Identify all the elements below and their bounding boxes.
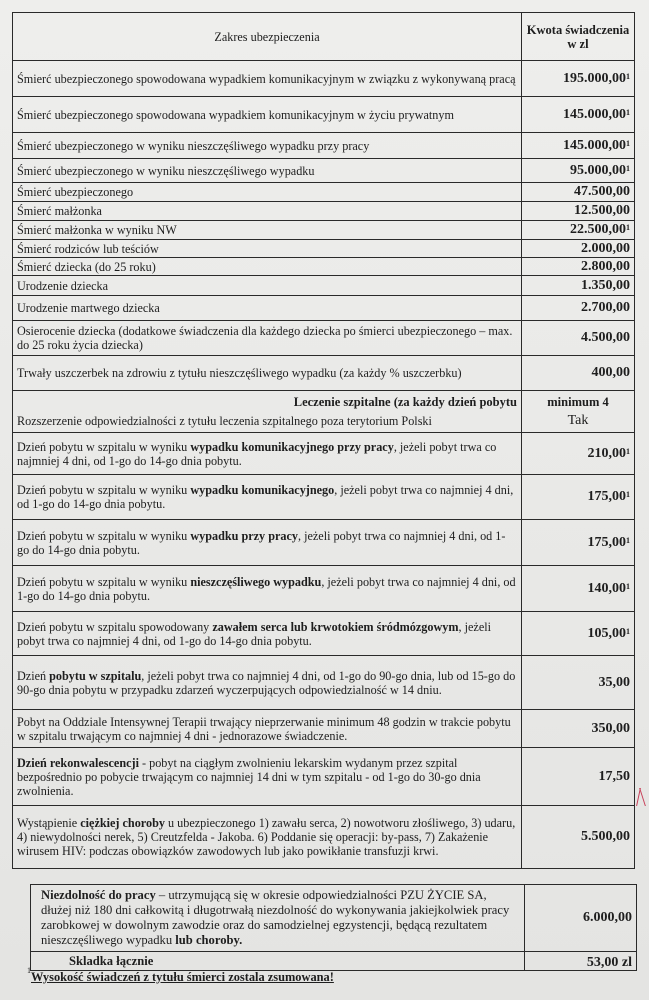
total-amount: 53,00 zl [525, 952, 637, 971]
row-amount: 22.500,00$^1$ [522, 221, 635, 240]
row-amount: 17,50 [522, 748, 635, 806]
coverage-table [12, 12, 635, 869]
row-amount: 2.800,00 [522, 258, 635, 276]
table-row [13, 159, 635, 183]
row-amount: 4.500,00 [522, 321, 635, 356]
table-row [13, 221, 635, 240]
coverage-title: Zakres ubezpieczenia [13, 13, 522, 61]
table-row [13, 202, 635, 221]
row-description: Urodzenie martwego dziecka [13, 296, 522, 321]
row-amount: 195.000,00$^1$ [522, 61, 635, 97]
row-description: Dzień pobytu w szpitalu w wyniku wypadku komunikacyjnego przy pracy, jeżeli pobyt trwa co najmniej 4 dni, od 1-go do 14-go dnia pobytu. [13, 433, 522, 475]
row-description: Śmierć ubezpieczonego w wyniku nieszczęśliwego wypadku [13, 159, 522, 183]
table-row [13, 520, 635, 566]
hospital-minimum: minimum 4 [547, 395, 609, 409]
table-row [13, 566, 635, 612]
abroad-extension-label: Rozszerzenie odpowiedzialności z tytułu leczenia szpitalnego poza terytorium Polski [17, 414, 432, 428]
row-amount: 105,00$^1$ [522, 612, 635, 656]
table-row [13, 748, 635, 806]
row-amount: 1.350,00 [522, 276, 635, 296]
table-row [13, 97, 635, 133]
row-description: Dzień pobytu w szpitalu w wyniku wypadku przy pracy, jeżeli pobyt trwa co najmniej 4 dni, od 1-go do 14-go dnia pobytu. [13, 520, 522, 566]
table-row [13, 356, 635, 391]
table-row [13, 133, 635, 159]
table-row [13, 710, 635, 748]
row-amount: 210,00$^1$ [522, 433, 635, 475]
row-description: Śmierć ubezpieczonego [13, 183, 522, 202]
row-amount: 175,00$^1$ [522, 520, 635, 566]
table-row [13, 806, 635, 869]
footnote-text: Wysokość świadczeń z tytułu śmierci zostala zsumowana! [31, 970, 334, 984]
incapacity-amount: 6.000,00 [525, 885, 637, 952]
row-description: Dzień pobytu w szpitalu w wyniku nieszczęśliwego wypadku, jeżeli pobyt trwa co najmniej 4 dni, od 1-go do 14-go dnia pobytu. [13, 566, 522, 612]
row-description: Osierocenie dziecka (dodatkowe świadczenia dla każdego dziecka po śmierci ubezpieczonego – max. do 25 roku życia dziecka) [13, 321, 522, 356]
row-description: Śmierć ubezpieczonego spowodowana wypadkiem komunikacyjnym w związku z wykonywaną pracą [13, 61, 522, 97]
row-amount: 2.000,00 [522, 240, 635, 258]
row-amount: 47.500,00 [522, 183, 635, 202]
table-row [13, 183, 635, 202]
table-header-row [13, 13, 635, 61]
row-description: Wystąpienie ciężkiej choroby u ubezpieczonego 1) zawału serca, 2) nowotworu złośliwego, 3) udaru, 4) niewydolności nerek, 5) Creutzfelda - Jakoba. 6) Poddanie się operacji: by-pass, 7) Zakażenie wirusem HIV: podczas obowiązków zawodowych lub jako powikłanie transfuzji krwi. [13, 806, 522, 869]
table-row [13, 656, 635, 710]
incapacity-row [31, 885, 637, 952]
row-description: Dzień pobytu w szpitalu, jeżeli pobyt trwa co najmniej 4 dni, od 1-go do 90-go dnia, lub od 15-go do 90-go dnia pobytu w przypadku zdarzeń wyczerpujących odpowiedzialność w 14 dniu. [13, 656, 522, 710]
table-row [13, 612, 635, 656]
row-description: Dzień pobytu w szpitalu spowodowany zawałem serca lub krwotokiem śródmózgowym, jeżeli pobyt trwa co najmniej 4 dni, od 1-go do 14-go dnia pobytu. [13, 612, 522, 656]
handwritten-check-mark-icon [636, 788, 649, 806]
table-row [13, 240, 635, 258]
row-amount: 12.500,00 [522, 202, 635, 221]
row-amount: 145.000,00$^1$ [522, 133, 635, 159]
hospital-section-header [13, 391, 635, 433]
row-description: Dzień rekonwalescencji - pobyt na ciągłym zwolnieniu lekarskim wydanym przez szpital bezpośrednio po pobycie trwającym co najmniej 14 dni w tym szpitalu - od 1-go do 30-go dnia zwolnienia. [13, 748, 522, 806]
row-amount: 95.000,00$^1$ [522, 159, 635, 183]
row-description: Śmierć małżonka w wyniku NW [13, 221, 522, 240]
row-description: Pobyt na Oddziale Intensywnej Terapii trwający nieprzerwanie minimum 48 godzin w trakcie pobytu w szpitalu trwającym co najmniej 4 dni - jednorazowe świadczenie. [13, 710, 522, 748]
table-row [13, 433, 635, 475]
incapacity-table [30, 884, 637, 971]
table-row [13, 276, 635, 296]
row-description: Trwały uszczerbek na zdrowiu z tytułu nieszczęśliwego wypadku (za każdy % uszczerbku) [13, 356, 522, 391]
row-description: Śmierć małżonka [13, 202, 522, 221]
footnote [27, 966, 334, 985]
row-description: Urodzenie dziecka [13, 276, 522, 296]
row-amount: 140,00$^1$ [522, 566, 635, 612]
row-description: Śmierć ubezpieczonego spowodowana wypadkiem komunikacyjnym w życiu prywatnym [13, 97, 522, 133]
total-label: Skladka łącznie [31, 952, 525, 971]
table-row [13, 61, 635, 97]
row-amount: 175,00$^1$ [522, 475, 635, 520]
row-description: Śmierć ubezpieczonego w wyniku nieszczęśliwego wypadku przy pracy [13, 133, 522, 159]
row-amount: 145.000,00$^1$ [522, 97, 635, 133]
row-amount: 35,00 [522, 656, 635, 710]
abroad-extension-value: Tak [567, 413, 589, 428]
row-description: Dzień pobytu w szpitalu w wyniku wypadku komunikacyjnego, jeżeli pobyt trwa co najmniej 4 dni, od 1-go do 14-go dnia pobytu. [13, 475, 522, 520]
footnote-marker: 1 [27, 966, 31, 975]
row-amount: 2.700,00 [522, 296, 635, 321]
amount-column-header: Kwota świadczenia w zl [522, 13, 635, 61]
row-description: Śmierć dziecka (do 25 roku) [13, 258, 522, 276]
row-amount: 5.500,00 [522, 806, 635, 869]
table-row [13, 475, 635, 520]
total-row [31, 952, 637, 971]
table-row [13, 321, 635, 356]
table-row [13, 296, 635, 321]
row-description: Śmierć rodziców lub teściów [13, 240, 522, 258]
hospital-heading: Leczenie szpitalne (za każdy dzień pobytu [293, 395, 517, 409]
table-row [13, 258, 635, 276]
row-amount: 400,00 [522, 356, 635, 391]
incapacity-description: Niezdolność do pracy – utrzymującą się w okresie odpowiedzialności PZU ŻYCIE SA, dłużej niż 180 dni całkowitą i długotrwałą niezdolność do wykonywania jakiejkolwiek pracy zarobkowej w dowolnym zawodzie oraz do samodzielnej egzystencji, będącą rezultatem nieszczęśliwego wypadku lub choroby. [31, 885, 525, 952]
row-amount: 350,00 [522, 710, 635, 748]
